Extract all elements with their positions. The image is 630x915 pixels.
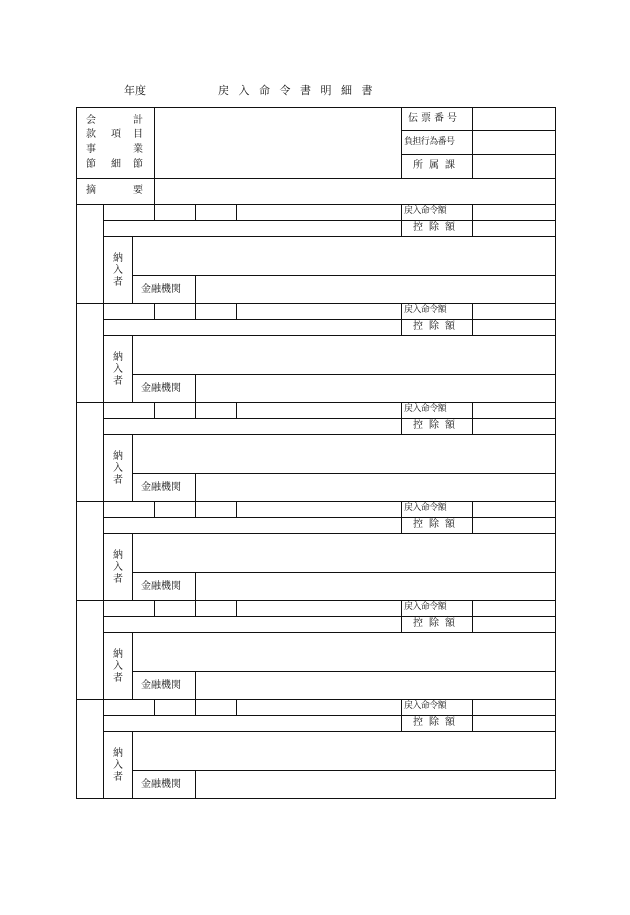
amount-field[interactable] <box>473 502 555 517</box>
account-label: 事 <box>86 144 96 155</box>
bank-field[interactable] <box>196 573 555 600</box>
entry-code-field[interactable] <box>155 502 195 517</box>
payer-label: 納入者 <box>113 748 123 783</box>
account-label: 項 <box>111 129 121 140</box>
entry-code-field[interactable] <box>155 205 195 220</box>
account-label: 節 <box>86 159 96 170</box>
bank-label: 金融機関 <box>141 383 181 394</box>
tekiyo-field[interactable] <box>155 179 555 204</box>
payer-label: 納入者 <box>113 550 123 585</box>
entry-code-field[interactable] <box>196 700 236 715</box>
payer-field[interactable] <box>133 237 555 275</box>
amount-label: 戻入命令額 <box>404 602 447 612</box>
entry-amount-label-left-border <box>401 600 402 633</box>
entry-code-field[interactable] <box>196 601 236 616</box>
entry-code-field[interactable] <box>104 700 154 715</box>
account-value-field[interactable] <box>155 108 400 178</box>
entry-code-field[interactable] <box>196 304 236 319</box>
amount-field[interactable] <box>473 403 555 418</box>
title-row <box>0 82 630 100</box>
entry-right-border <box>555 303 556 403</box>
entry-left-border <box>76 402 77 502</box>
deduction-field[interactable] <box>473 716 555 731</box>
payer-label: 納入者 <box>113 253 123 288</box>
account-label: 節 <box>133 159 143 170</box>
deduction-detail-field[interactable] <box>104 518 401 533</box>
futan-number-field[interactable] <box>473 131 555 154</box>
entry-left-border <box>76 501 77 601</box>
document-title: 戻入命令書明細書 <box>218 84 382 97</box>
number-label-left-border <box>401 107 402 179</box>
bank-label: 金融機関 <box>141 482 181 493</box>
entry-code-field[interactable] <box>104 601 154 616</box>
bank-field[interactable] <box>196 672 555 699</box>
entry-left-border <box>76 204 77 304</box>
entry-code-field[interactable] <box>196 502 236 517</box>
payer-label: 納入者 <box>113 649 123 684</box>
tekiyo-label: 摘 <box>86 185 96 196</box>
payer-label: 納入者 <box>113 451 123 486</box>
entry-right-border <box>555 402 556 502</box>
bank-field[interactable] <box>196 375 555 402</box>
bank-label: 金融機関 <box>141 779 181 790</box>
left-border <box>76 107 77 205</box>
deduction-detail-field[interactable] <box>104 221 401 236</box>
denpyo-number-field[interactable] <box>473 108 555 130</box>
entry-amount-label-left-border <box>401 402 402 435</box>
denpyo-number-label: 伝票番号 <box>408 113 460 124</box>
amount-field[interactable] <box>473 304 555 319</box>
deduction-label: 控除額 <box>413 519 461 530</box>
amount-label: 戻入命令額 <box>404 404 447 414</box>
entry-code-field[interactable] <box>104 403 154 418</box>
right-border <box>555 107 556 205</box>
deduction-label: 控除額 <box>413 420 461 431</box>
deduction-label: 控除額 <box>413 321 461 332</box>
entry-code-field[interactable] <box>237 601 401 616</box>
entry-code-field[interactable] <box>104 205 154 220</box>
amount-field[interactable] <box>473 205 555 220</box>
payer-label: 納入者 <box>113 352 123 387</box>
deduction-field[interactable] <box>473 320 555 335</box>
shozoku-label: 所属課 <box>413 160 461 171</box>
entry-amount-label-left-border <box>401 501 402 534</box>
deduction-detail-field[interactable] <box>104 419 401 434</box>
futan-number-label: 負担行為番号 <box>404 137 455 147</box>
deduction-field[interactable] <box>473 221 555 236</box>
account-label: 業 <box>133 144 143 155</box>
payer-field[interactable] <box>133 435 555 473</box>
amount-field[interactable] <box>473 601 555 616</box>
entry-code-field[interactable] <box>237 502 401 517</box>
account-label: 款 <box>86 129 96 140</box>
bank-label: 金融機関 <box>141 581 181 592</box>
entry-code-field[interactable] <box>196 403 236 418</box>
entry-right-border <box>555 204 556 304</box>
deduction-detail-field[interactable] <box>104 320 401 335</box>
amount-label: 戻入命令額 <box>404 503 447 513</box>
payer-field[interactable] <box>133 732 555 770</box>
year-label: 年度 <box>124 84 146 97</box>
entry-code-field[interactable] <box>155 403 195 418</box>
entry-left-border <box>76 699 77 799</box>
amount-label: 戻入命令額 <box>404 206 447 216</box>
entry-code-field[interactable] <box>104 502 154 517</box>
deduction-field[interactable] <box>473 518 555 533</box>
payer-field[interactable] <box>133 633 555 671</box>
bank-field[interactable] <box>196 276 555 303</box>
account-label: 細 <box>111 159 121 170</box>
entry-code-field[interactable] <box>237 205 401 220</box>
entry-left-border <box>76 600 77 700</box>
shozoku-field[interactable] <box>473 155 555 178</box>
entry-amount-label-left-border <box>401 699 402 732</box>
entry-code-field[interactable] <box>237 304 401 319</box>
account-label: 会 <box>86 115 96 126</box>
entry-right-border <box>555 600 556 700</box>
entry-bottom-border <box>76 798 556 799</box>
deduction-label: 控除額 <box>413 222 461 233</box>
entry-code-field[interactable] <box>155 304 195 319</box>
tekiyo-label: 要 <box>133 185 143 196</box>
deduction-detail-field[interactable] <box>104 716 401 731</box>
deduction-field[interactable] <box>473 419 555 434</box>
deduction-label: 控除額 <box>413 717 461 728</box>
amount-label: 戻入命令額 <box>404 701 447 711</box>
amount-field[interactable] <box>473 700 555 715</box>
deduction-label: 控除額 <box>413 618 461 629</box>
bank-label: 金融機関 <box>141 284 181 295</box>
bank-field[interactable] <box>196 474 555 501</box>
account-label: 目 <box>133 129 143 140</box>
entry-left-border <box>76 303 77 403</box>
entry-code-field[interactable] <box>155 700 195 715</box>
bank-field[interactable] <box>196 771 555 798</box>
payer-field[interactable] <box>133 336 555 374</box>
entry-amount-label-left-border <box>401 204 402 237</box>
payer-field[interactable] <box>133 534 555 572</box>
entry-code-field[interactable] <box>104 304 154 319</box>
entry-right-border <box>555 501 556 601</box>
account-label: 計 <box>133 115 143 126</box>
deduction-field[interactable] <box>473 617 555 632</box>
deduction-detail-field[interactable] <box>104 617 401 632</box>
entry-code-field[interactable] <box>237 700 401 715</box>
entry-right-border <box>555 699 556 799</box>
entry-amount-label-left-border <box>401 303 402 336</box>
amount-label: 戻入命令額 <box>404 305 447 315</box>
entry-code-field[interactable] <box>196 205 236 220</box>
entry-code-field[interactable] <box>155 601 195 616</box>
bank-label: 金融機関 <box>141 680 181 691</box>
entry-code-field[interactable] <box>237 403 401 418</box>
